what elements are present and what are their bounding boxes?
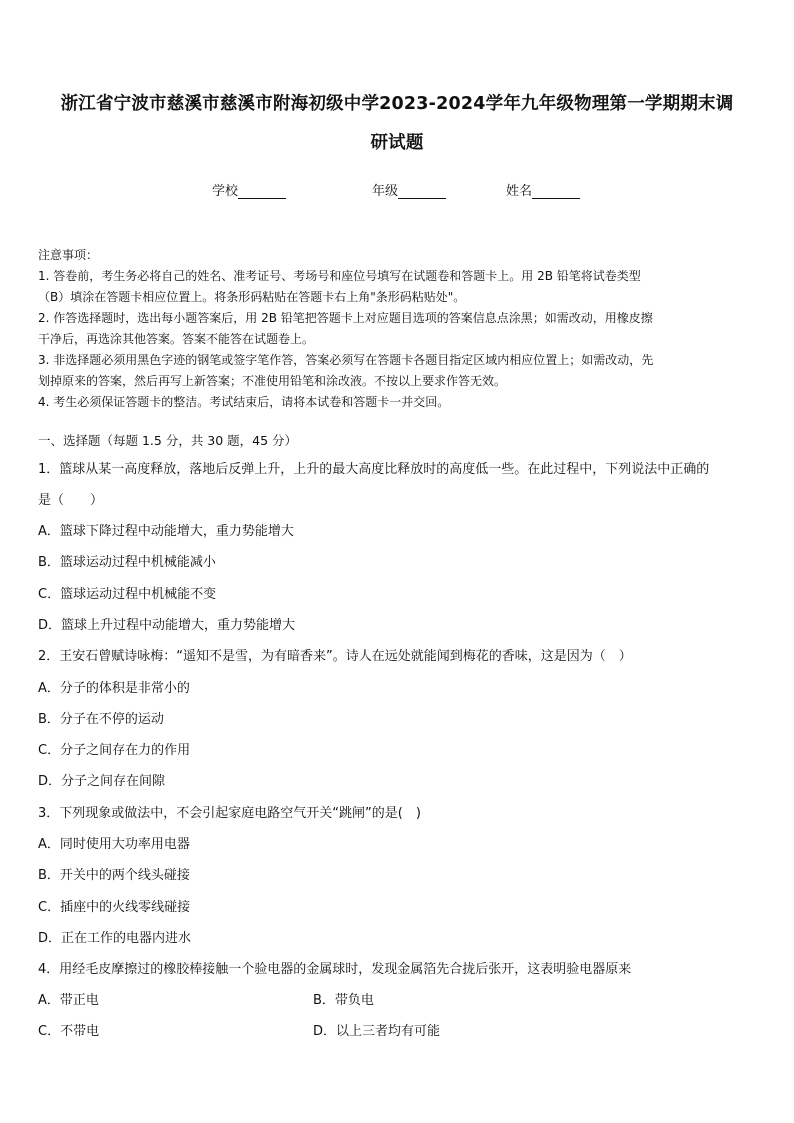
exam-title-line1: 浙江省宁波市慈溪市慈溪市附海初级中学2023-2024学年九年级物理第一学期期末调 [60, 94, 734, 114]
q4-option-d: D．以上三者均有可能 [313, 1024, 441, 1039]
exam-title-line2: 研试题 [370, 133, 424, 153]
q2-option-c: C．分子之间存在力的作用 [38, 743, 191, 758]
school-field [212, 180, 286, 199]
q4-option-b: B．带负电 [313, 993, 374, 1008]
notes-line: 干净后，再选涂其他答案。答案不能答在试题卷上。 [38, 332, 315, 346]
q2-option-a: A．分子的体积是非常小的 [38, 681, 190, 696]
q4-option-a: A．带正电 [38, 993, 99, 1008]
notes-block [38, 245, 760, 413]
q3-option-d: D．正在工作的电器内进水 [38, 931, 192, 946]
notes-line: 3. 非选择题必须用黑色字迹的钢笔或签字笔作答，答案必须写在答题卡各题目指定区域内相应位置上；如需改动，先 [38, 353, 654, 367]
q1-option-a: A．篮球下降过程中动能增大，重力势能增大 [38, 524, 294, 539]
q2-stem: 2．王安石曾赋诗咏梅：“遥知不是雪，为有暗香来”。诗人在远处就能闻到梅花的香味，这是因为（ ） [38, 649, 632, 664]
notes-line: （B）填涂在答题卡相应位置上。将条形码粘贴在答题卡右上角"条形码粘贴处"。 [38, 290, 466, 304]
q4-stem: 4．用经毛皮摩擦过的橡胶棒接触一个验电器的金属球时，发现金属箔先合拢后张开，这表明验电器原来 [38, 962, 632, 977]
q2-option-d: D．分子之间存在间隙 [38, 774, 166, 789]
name-label: 姓名 [506, 184, 533, 199]
q3-option-a: A．同时使用大功率用电器 [38, 837, 190, 852]
name-blank [532, 185, 580, 199]
notes-heading: 注意事项： [38, 248, 99, 262]
section-heading: 一、选择题（每题 1.5 分，共 30 题，45 分） [38, 433, 298, 448]
q2-option-b: B．分子在不停的运动 [38, 712, 164, 727]
q1-stem-line2: 是（ ） [38, 493, 104, 508]
q3-option-b: B．开关中的两个线头碰接 [38, 868, 190, 883]
q3-stem: 3．下列现象或做法中，不会引起家庭电路空气开关“跳闸”的是( ) [38, 806, 421, 821]
grade-field [372, 180, 446, 199]
name-field [506, 180, 580, 199]
q1-option-b: B．篮球运动过程中机械能减小 [38, 555, 216, 570]
q1-option-d: D．篮球上升过程中动能增大，重力势能增大 [38, 618, 296, 633]
school-label: 学校 [212, 184, 239, 199]
notes-line: 1. 答卷前，考生务必将自己的姓名、准考证号、考场号和座位号填写在试题卷和答题卡上。用 2B 铅笔将试卷类型 [38, 269, 641, 283]
q1-stem-line1: 1．篮球从某一高度释放，落地后反弹上升，上升的最大高度比释放时的高度低一些。在此过程中，下列说法中正确的 [38, 462, 710, 477]
notes-line: 划掉原来的答案，然后再写上新答案；不准使用铅笔和涂改液。不按以上要求作答无效。 [38, 374, 507, 388]
q4-option-c: C．不带电 [38, 1024, 100, 1039]
grade-blank [398, 185, 446, 199]
grade-label: 年级 [372, 184, 399, 199]
notes-line: 4. 考生必须保证答题卡的整洁。考试结束后，请将本试卷和答题卡一并交回。 [38, 395, 450, 409]
q3-option-c: C．插座中的火线零线碰接 [38, 900, 191, 915]
school-blank [238, 185, 286, 199]
q1-option-c: C．篮球运动过程中机械能不变 [38, 587, 217, 602]
notes-line: 2. 作答选择题时，选出每小题答案后，用 2B 铅笔把答题卡上对应题目选项的答案信息点涂黑；如需改动，用橡皮擦 [38, 311, 653, 325]
